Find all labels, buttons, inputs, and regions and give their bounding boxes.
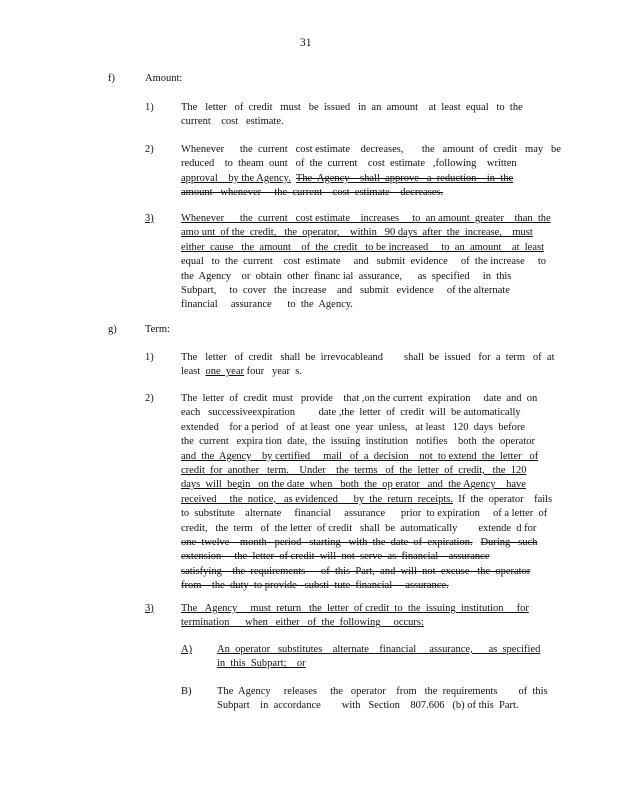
text-run: current cost estimate. [181,116,284,128]
item-f2-number: 2) [145,144,154,155]
text-run: the Agency or obtain other financ ial assurance, as specified in this [181,270,512,282]
item-g1-number: 1) [145,352,154,363]
text-run: equal to the current cost estimate and submit evidence of the increase to [181,256,547,268]
subitem-g3b-text [217,685,548,714]
underlined-text: Whenever the current cost estimate increases to an amount greater than the [181,213,551,224]
underlined-text: credit for another term. Under the terms of the letter of credit, the 120 [181,465,527,477]
text-run: The letter of credit must be issued in an amount at least equal to the [181,102,523,113]
text-line [181,212,551,226]
subitem-g3a-number: A) [181,644,193,655]
struck-text: one twelve month period starting with the date of expiration. [181,537,473,549]
text-run: each successiveexpiration date ,the letter of credit will be automatically [181,407,521,419]
struck-text: satisfying the requirements of this Part, and will not excuse the operator [181,565,531,577]
text-line [181,507,548,521]
subitem-g3a-text [217,643,541,672]
text-line [181,365,543,379]
subitem-g3b-number: B) [181,686,192,697]
text-line [181,226,543,240]
text-run: The letter of credit shall be irrevocableand shall be issued for a term of at [181,352,555,363]
text-line [181,406,543,420]
text-run: The Agency releases the operator from the requirements of this [217,686,548,697]
text-run: to substitute alternate financial assurance prior to expiration of a letter of [181,508,548,520]
text-line [181,522,543,536]
text-line [181,351,555,365]
text-line [181,579,543,593]
text-line [217,657,522,671]
section-f-title: Amount: [145,73,183,84]
text-line [181,186,543,200]
text-run: four year s. [243,366,303,378]
item-f1-number: 1) [145,102,154,113]
struck-text: from the duty to provide substi tute financial assurance. [181,580,449,592]
underlined-text: days will begin on the date when both the op erator and the Agency have [181,479,526,491]
text-run: If the operator fails [453,493,553,505]
text-run: Whenever the current cost estimate decreases, the amount of credit may be [181,144,561,155]
item-g3-text [181,602,543,631]
text-run: credit, the term of the letter of credit shall be automatically extende d for [181,522,537,534]
text-line [181,450,543,464]
struck-text: extension the letter of credit will not serve as financial assurance [181,551,490,563]
item-g2-text [181,392,553,594]
text-line [181,435,543,449]
text-line [181,284,543,298]
text-line [181,536,543,550]
item-f3-text [181,212,551,313]
text-line [181,172,543,186]
item-g2-number: 2) [145,393,154,404]
text-line [181,493,553,507]
underlined-text: either cause the amount of the credit to be increased to an amount at least [181,241,545,253]
underlined-text: The Agency must return the letter of credit to the issuing institution for [181,603,529,614]
text-line [181,550,543,564]
underlined-text: received the notice, as evidenced by the return receipts. [181,493,454,505]
struck-text: amount whenever the current cost estimate decreases. [181,187,444,199]
underlined-text: in this Subpart; or [217,658,306,670]
text-line [181,115,543,129]
text-line [181,421,543,435]
struck-text: The Agency shall approve a reduction in the [295,172,514,184]
text-line [181,255,547,269]
text-run: The letter of credit must provide that ,on the current expiration date and on [181,393,538,404]
underlined-text: termination when either of the following occurs: [181,617,424,629]
text-line [181,270,543,284]
text-line [181,298,543,312]
text-line [217,699,522,713]
struck-text: During such [480,537,538,549]
text-line [181,478,543,492]
underlined-text: one year [205,366,244,378]
section-g-letter: g) [108,324,117,335]
text-run: least [181,366,206,378]
text-run: the current expira tion date, the issuing institution notifies both the operator [181,436,536,448]
section-f-letter: f) [108,73,115,84]
text-line [181,241,543,255]
item-f3-number: 3) [145,213,154,224]
text-line [217,685,548,699]
text-run: financial assurance to the Agency. [181,299,353,311]
text-line [181,616,543,630]
underlined-text: amo unt of the credit, the operator, within 90 days after the increase, must [181,227,533,239]
item-g1-text [181,351,555,380]
item-f1-text [181,101,543,130]
text-line [181,602,543,616]
item-f2-text [181,143,561,201]
text-run: Subpart, to cover the increase and submit evidence of the alternate [181,285,510,297]
item-g3-number: 3) [145,603,154,614]
section-g-title: Term: [145,324,170,335]
underlined-text: and the Agency by certified mail of a decision not to extend the letter of [181,450,539,462]
underlined-text: approval by the Agency. [181,172,291,184]
text-line [181,101,543,115]
text-line [217,643,541,657]
page-number: 31 [300,37,312,49]
text-run: Subpart in accordance with Section 807.606 (b) of this Part. [217,700,519,712]
text-line [181,143,561,157]
text-run: extended for a period of at least one year unless, at least 120 days before [181,421,526,433]
text-line [181,464,543,478]
text-line [181,157,543,171]
underlined-text: An operator substitutes alternate financial assurance, as specified [217,644,541,655]
text-line [181,565,543,579]
text-run: reduced to theam ount of the current cost estimate ,following written [181,158,517,170]
text-line [181,392,543,406]
